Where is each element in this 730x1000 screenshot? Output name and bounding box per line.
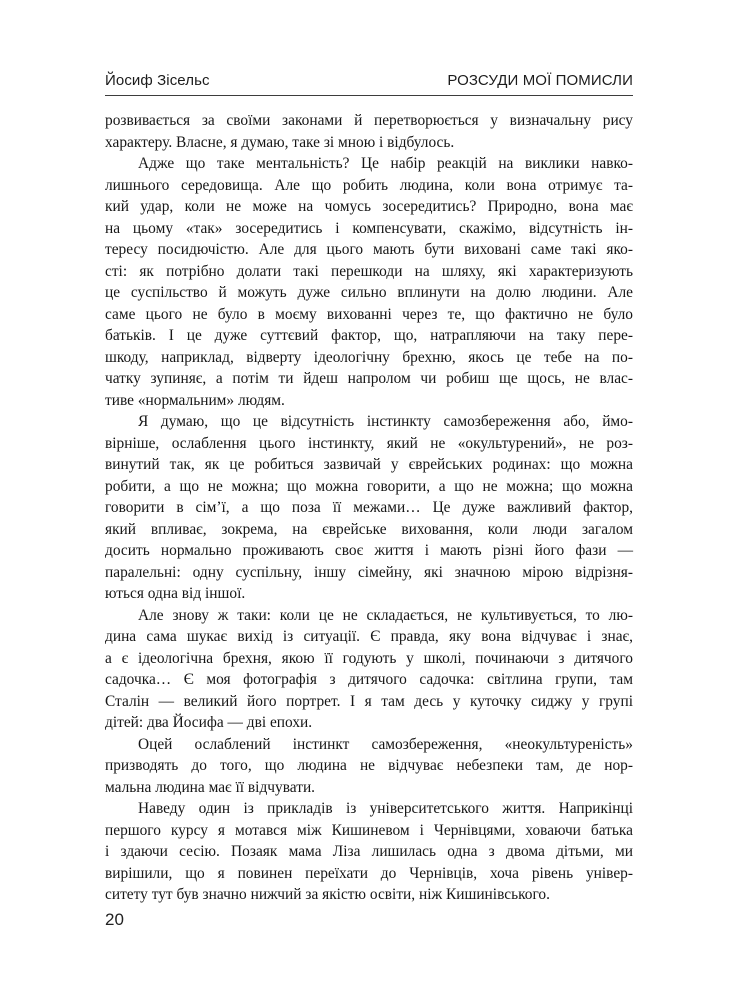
text-line: це суспільство й можуть дуже сильно вплинути на долю людини. Але <box>105 284 633 301</box>
running-head-title: РОЗСУДИ МОЇ ПОМИСЛИ <box>447 72 633 89</box>
text-line: тересу посидючістю. Але для цього мають бути виховані саме такі яко- <box>105 241 633 258</box>
text-line: Я думаю, що це відсутність інстинкту самозбереження або, ймо- <box>138 413 633 430</box>
text-line: а є ідеологічна брехня, якою її годують у школі, починаючи з дитячого <box>105 649 633 667</box>
text-line: кий удар, коли не може на чомусь зосередитись? Природно, вона має <box>105 198 633 215</box>
text-line: дітей: два Йосифа — дві епохи. <box>105 714 313 731</box>
text-line: Наведу один із прикладів із університетського життя. Наприкінці <box>138 800 633 817</box>
text-line: винутий так, як це робиться зазвичай у єврейських родинах: що можна <box>105 456 633 473</box>
paragraph <box>105 734 633 799</box>
text-line: мальна людина має її відчувати. <box>105 778 316 796</box>
text-line: дина сама шукає вихід із ситуації. Є правда, яку вона відчуває і знає, <box>105 628 633 645</box>
running-head <box>105 72 633 96</box>
text-line: Адже що таке ментальність? Це набір реакцій на виклики навко- <box>138 155 633 172</box>
text-line: досить нормально проживають своє життя і мають різні його фази — <box>105 542 633 559</box>
text-line: лишнього середовища. Але що робить людина, коли вона отримує та- <box>105 176 633 194</box>
text-line: і здаючи сесію. Позаяк мама Ліза лишилась одна з двома дітьми, ми <box>105 843 633 860</box>
paragraph <box>105 798 633 906</box>
paragraph <box>105 605 633 734</box>
body-text <box>105 110 633 906</box>
text-line: саме цього не було в моєму вихованні через те, що фактично не було <box>105 305 633 323</box>
text-line: призводять до того, що людина не відчуває небезпеки там, де нор- <box>105 757 633 774</box>
text-line: паралельні: одну суспільну, іншу сімейну, які значною мірою відрізня- <box>105 563 633 581</box>
text-line: який впливає, зокрема, на єврейське виховання, коли люди загалом <box>105 520 633 538</box>
running-head-author: Йосиф Зісельс <box>105 72 210 89</box>
text-line: першого курсу я мотався між Кишиневом і Чернівцями, ховаючи батька <box>105 821 633 839</box>
text-line: вірніше, ослаблення цього інстинкту, який не «окультурений», не роз- <box>105 434 633 452</box>
text-line: тиве «нормальним» людям. <box>105 391 285 409</box>
text-line: характеру. Власне, я думаю, таке зі мною і відбулось. <box>105 133 455 151</box>
paragraph <box>105 411 633 605</box>
text-line: розвивається за своїми законами й перетворюється у визначальну рису <box>105 112 633 129</box>
paragraph <box>105 153 633 411</box>
text-line: ються одна від іншої. <box>105 585 246 602</box>
page-number: 20 <box>105 910 124 929</box>
text-line: чатку зупиняє, а потім ти йдеш напролом чи робиш ще щось, не влас- <box>105 370 633 387</box>
text-line: говорити в сім’ї, а що поза її межами… Це дуже важливий фактор, <box>105 499 633 516</box>
text-line: Оцей ослаблений інстинкт самозбереження, «неокультуреність» <box>138 735 633 753</box>
page-footer <box>105 910 124 930</box>
text-line: Але знову ж таки: коли це не складається, не культивується, то лю- <box>138 606 633 624</box>
text-line: садочка… Є моя фотографія з дитячого садочка: світлина групи, там <box>105 671 633 688</box>
text-line: на цьому «так» зосередитись і компенсувати, скажімо, відсутність ін- <box>105 219 633 237</box>
text-line: сті: як потрібно долати такі перешкоди на шляху, які характеризують <box>105 262 633 280</box>
text-line: робити, а що не можна; що можна говорити, а що не можна; що можна <box>105 477 633 495</box>
text-line: шкоду, наприклад, відверту ідеологічну брехню, якось це тебе на по- <box>105 348 633 366</box>
text-line: батьків. І це дуже суттєвий фактор, що, натрапляючи на таку пере- <box>105 327 633 344</box>
paragraph <box>105 110 633 153</box>
text-line: ситету тут був значно нижчий за якістю освіти, ніж Кишинівського. <box>105 886 550 903</box>
text-line: вирішили, що я повинен переїхати до Чернівців, хоча рівень універ- <box>105 864 633 882</box>
text-line: Сталін — великий його портрет. І я там десь у куточку сиджу у групі <box>105 692 633 710</box>
